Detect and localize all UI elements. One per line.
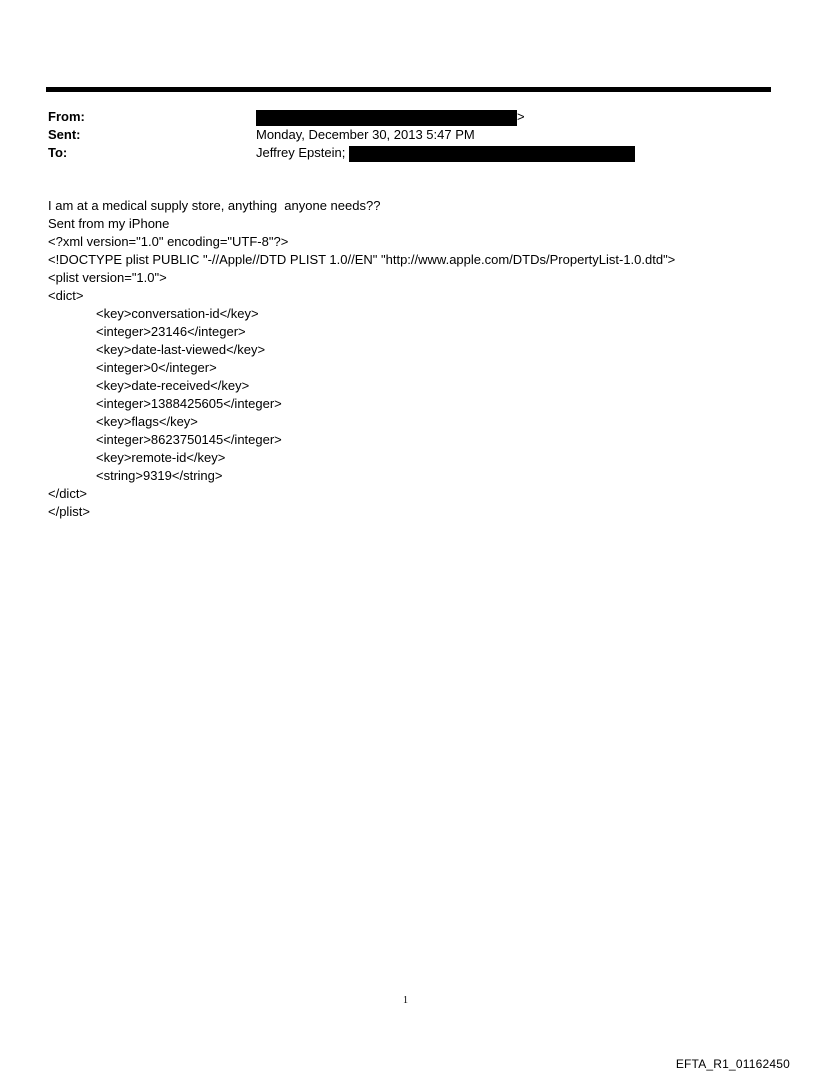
document-id: EFTA_R1_01162450 xyxy=(675,1057,790,1071)
body-line-indented: <integer>23146</integer> xyxy=(96,324,246,339)
from-suffix: > xyxy=(517,109,525,124)
body-line: </plist> xyxy=(48,504,90,519)
to-label: To: xyxy=(48,145,68,160)
body-line-indented: <integer>1388425605</integer> xyxy=(96,396,282,411)
body-line: <dict> xyxy=(48,288,84,303)
to-row xyxy=(48,144,768,162)
body-line-indented: <key>date-received</key> xyxy=(96,378,250,393)
body-line-indented: <integer>0</integer> xyxy=(96,360,217,375)
from-label: From: xyxy=(48,109,85,124)
body-line-indented: <key>date-last-viewed</key> xyxy=(96,342,266,357)
email-body xyxy=(48,197,675,521)
redaction-block xyxy=(256,110,517,126)
body-line-indented: <key>conversation-id</key> xyxy=(96,306,259,321)
to-recipient: Jeffrey Epstein; xyxy=(256,145,346,160)
to-value xyxy=(256,144,635,162)
body-line: I am at a medical supply store, anything anyone needs?? xyxy=(48,198,381,213)
body-line: <!DOCTYPE plist PUBLIC "-//Apple//DTD PLIST 1.0//EN" "http://www.apple.com/DTDs/PropertyList-1.0.dtd"> xyxy=(48,252,676,267)
body-line-indented: <integer>8623750145</integer> xyxy=(96,432,282,447)
sent-value: Monday, December 30, 2013 5:47 PM xyxy=(256,127,475,142)
body-line: <plist version="1.0"> xyxy=(48,270,167,285)
body-line: <?xml version="1.0" encoding="UTF-8"?> xyxy=(48,234,289,249)
email-header xyxy=(48,108,768,162)
body-line: Sent from my iPhone xyxy=(48,216,170,231)
body-line-indented: <key>flags</key> xyxy=(96,414,198,429)
body-line: </dict> xyxy=(48,486,88,501)
body-line-indented: <key>remote-id</key> xyxy=(96,450,226,465)
body-line-indented: <string>9319</string> xyxy=(96,468,223,483)
sent-row xyxy=(48,126,768,144)
from-row xyxy=(48,108,768,126)
sent-label: Sent: xyxy=(48,127,81,142)
redaction-block xyxy=(349,146,635,162)
from-value xyxy=(256,108,525,126)
header-rule xyxy=(46,87,771,92)
page-number: 1 xyxy=(403,995,408,1006)
